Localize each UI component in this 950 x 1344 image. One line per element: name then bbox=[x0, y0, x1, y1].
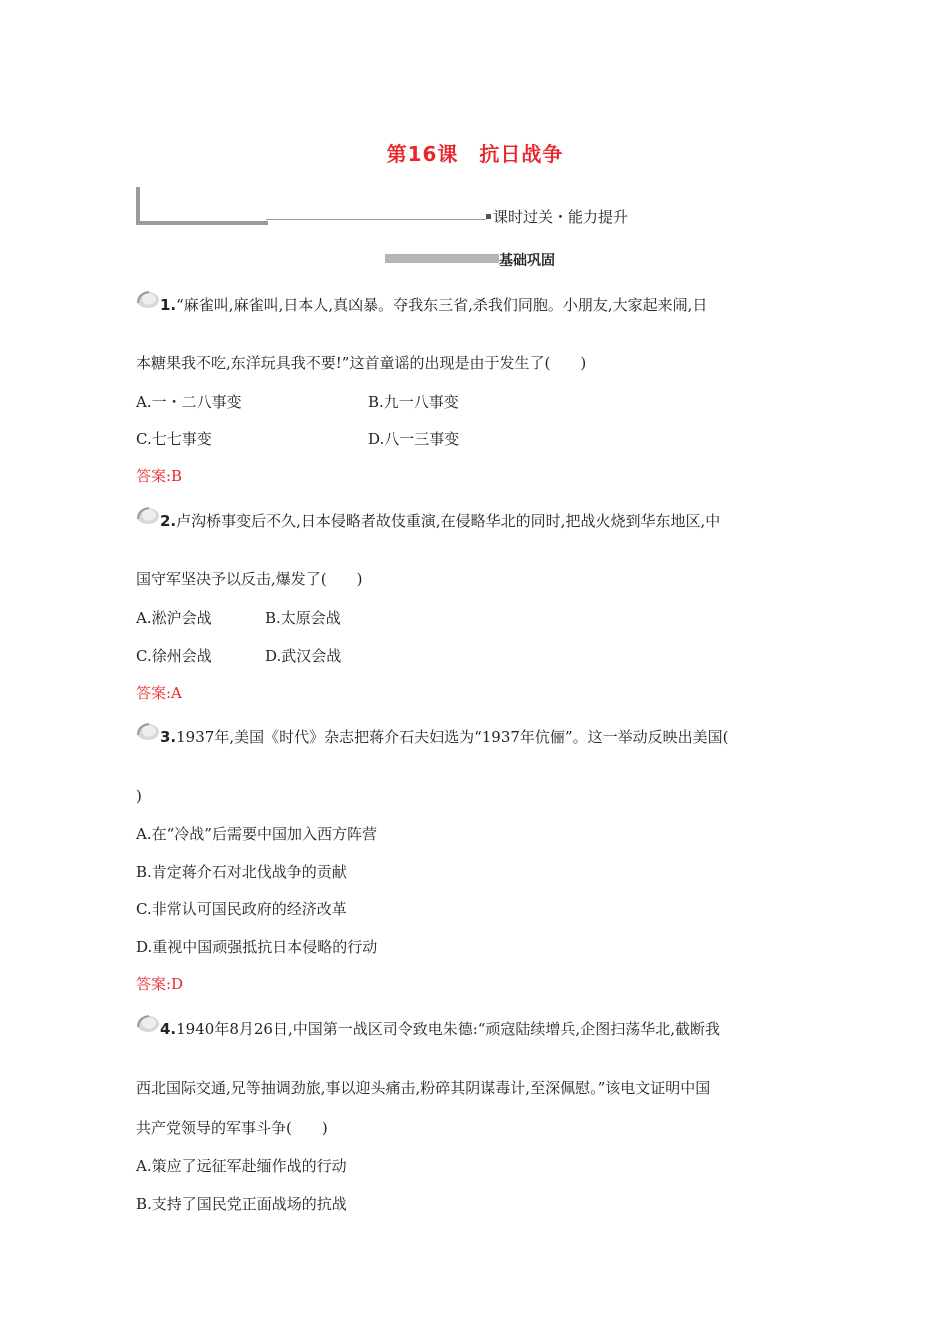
option-d[interactable]: D.武汉会战 bbox=[265, 647, 342, 665]
option-a[interactable]: A.淞沪会战 bbox=[136, 609, 212, 627]
question-marker-icon bbox=[135, 505, 161, 525]
answer-label: 答案:D bbox=[136, 975, 184, 993]
option-a[interactable]: A.在“冷战”后需要中国加入西方阵营 bbox=[136, 825, 377, 843]
option-d[interactable]: D.重视中国顽强抵抗日本侵略的行动 bbox=[136, 938, 378, 956]
question-stem-continued: 本糖果我不吃,东洋玩具我不要!”这首童谣的出现是由于发生了( ) bbox=[136, 354, 587, 372]
option-c[interactable]: C.七七事变 bbox=[136, 430, 212, 448]
question-stem-continued: ) bbox=[136, 787, 142, 805]
section-bracket-bar bbox=[136, 221, 268, 225]
question-stem: 卢沟桥事变后不久,日本侵略者故伎重演,在侵略华北的同时,把战火烧到华东地区,中 bbox=[176, 512, 721, 530]
question-marker-icon bbox=[135, 289, 161, 309]
option-b[interactable]: B.肯定蒋介石对北伐战争的贡献 bbox=[136, 863, 347, 881]
subsection-label: 基础巩固 bbox=[499, 253, 555, 269]
option-d[interactable]: D.八一三事变 bbox=[368, 430, 460, 448]
question-number: 4. bbox=[160, 1020, 177, 1038]
bullet-square-icon bbox=[486, 214, 491, 219]
answer-label: 答案:B bbox=[136, 467, 183, 485]
option-a[interactable]: A.一・二八事变 bbox=[136, 393, 242, 411]
question-number: 1. bbox=[160, 296, 177, 314]
question-stem-continued: 共产党领导的军事斗争( ) bbox=[136, 1119, 328, 1137]
question-marker-icon bbox=[135, 721, 161, 741]
question-stem-continued: 国守军坚决予以反击,爆发了( ) bbox=[136, 570, 363, 588]
question-stem: “麻雀叫,麻雀叫,日本人,真凶暴。夺我东三省,杀我们同胞。小朋友,大家起来闹,日 bbox=[176, 296, 708, 314]
subsection-bar bbox=[385, 254, 499, 263]
option-b[interactable]: B.九一八事变 bbox=[368, 393, 459, 411]
question-marker-icon bbox=[135, 1013, 161, 1033]
question-stem: 1937年,美国《时代》杂志把蒋介石夫妇选为“1937年伉俪”。这一举动反映出美国( bbox=[176, 728, 729, 746]
question-number: 2. bbox=[160, 512, 177, 530]
question-stem-continued: 西北国际交通,兄等抽调劲旅,事以迎头痛击,粉碎其阴谋毒计,至深佩慰。”该电文证明中国 bbox=[136, 1079, 711, 1097]
answer-label: 答案:A bbox=[136, 684, 182, 702]
option-a[interactable]: A.策应了远征军赴缅作战的行动 bbox=[136, 1157, 347, 1175]
section-bracket-vertical bbox=[136, 187, 140, 225]
question-number: 3. bbox=[160, 728, 177, 746]
section-label: 课时过关・能力提升 bbox=[493, 208, 629, 226]
option-b[interactable]: B.太原会战 bbox=[265, 609, 341, 627]
page-title: 第16课 抗日战争 bbox=[386, 142, 564, 166]
option-c[interactable]: C.徐州会战 bbox=[136, 647, 212, 665]
option-c[interactable]: C.非常认可国民政府的经济改革 bbox=[136, 900, 347, 918]
section-rule bbox=[266, 219, 486, 220]
question-stem: 1940年8月26日,中国第一战区司令致电朱德:“顽寇陆续增兵,企图扫荡华北,截断我 bbox=[176, 1020, 720, 1038]
option-b[interactable]: B.支持了国民党正面战场的抗战 bbox=[136, 1195, 347, 1213]
